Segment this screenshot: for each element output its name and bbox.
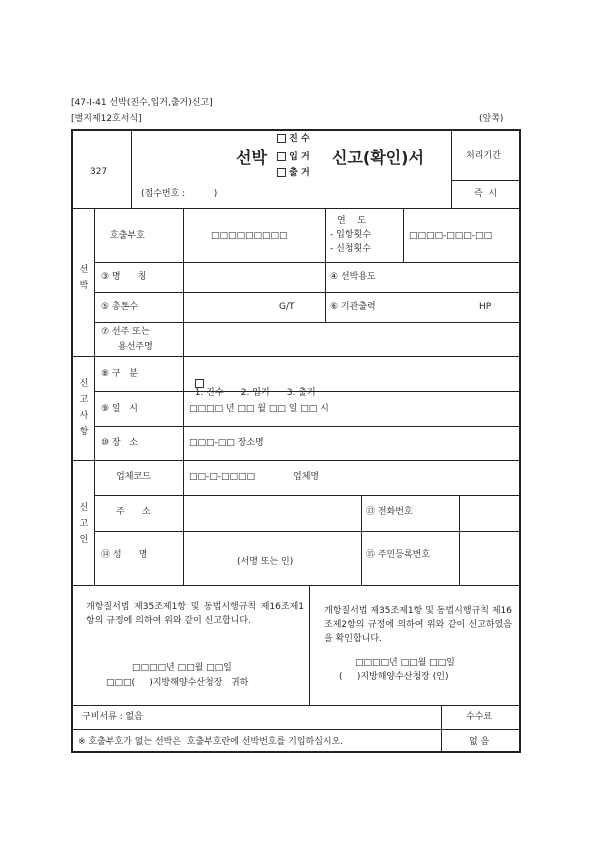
declaration-right-text: 개항질서법 제35조제1항 및 동법시행규칙 제16조제2항의 규정에 의하여 위와 같이 신고하였음을 확인합니다.	[324, 606, 512, 644]
datetime-label: ⑨ 일 시	[101, 404, 138, 414]
footer-note: ※ 호출부호가 없는 선박은 호출부호란에 선박번호를 기입하십시오.	[78, 737, 344, 747]
vessel-use-label: ④ 선박용도	[330, 272, 376, 282]
bizcode-value[interactable]: □□-□-□□□□	[189, 472, 256, 482]
vessel-name-label: ③ 명 칭	[101, 272, 147, 282]
report-count-label: - 신청횟수	[330, 244, 371, 254]
checkbox-launch[interactable]	[277, 134, 286, 143]
title-option-dock-out[interactable]: 출 거	[277, 168, 310, 178]
address-label: 주 소	[116, 507, 151, 517]
process-period-value: 즉 시	[474, 189, 498, 199]
reporter-name-label: ⑭ 성 명	[101, 550, 148, 560]
arrival-count-label: - 입항횟수	[330, 230, 371, 240]
owner-label-line2: 용선주명	[118, 342, 153, 352]
fee-value: 없 음	[469, 737, 490, 747]
type-label: ⑧ 구 분	[101, 369, 138, 379]
year-label: 연 도	[337, 216, 366, 226]
required-docs: 구비서류 : 없음	[82, 712, 143, 722]
process-period-label: 처리기간	[466, 151, 501, 161]
title-option-dock-in[interactable]: 입 거	[277, 152, 310, 162]
checkbox-type[interactable]	[195, 379, 204, 388]
checkbox-dock-in[interactable]	[277, 152, 286, 161]
callsign-label: 호출부호	[110, 231, 145, 241]
place-label: ⑩ 장 소	[101, 438, 138, 448]
signature-label: (서명 또는 인)	[237, 557, 294, 567]
bizcode-label: 업체코드	[116, 472, 151, 482]
owner-label-line1: ⑦ 선주 또는	[101, 327, 150, 337]
form-code: 327	[90, 167, 108, 177]
title-option-launch[interactable]: 진 수	[277, 134, 310, 144]
declaration-left-text: 개항질서법 제35조제1항 및 동법시행규칙 제16조제1항의 규정에 의하여 위와 같이 신고합니다.	[86, 602, 304, 626]
datetime-value[interactable]: □□□□ 년 □□ 월 □□ 일 □□ 시	[189, 404, 329, 414]
fee-label: 수수료	[466, 712, 493, 722]
tonnage-label: ⑤ 총톤수	[101, 302, 139, 312]
form-number: [별지제12호서식]	[71, 114, 142, 124]
callsign-value[interactable]: □□□□□□□□□	[211, 231, 288, 241]
declaration-left-date: □□□□년 □□월 □□일	[132, 663, 232, 673]
engine-power-unit: HP	[479, 302, 492, 312]
biz-name: 업체명	[293, 472, 320, 482]
title-prefix: 선박	[236, 148, 267, 167]
declaration-left-to: □□□( )지방해양수산청장 귀하	[106, 678, 249, 688]
page-side: (앞쪽)	[479, 114, 504, 124]
section-label-report: 신 고 사 항	[79, 379, 89, 437]
type-options[interactable]: 1. 진수 2. 입거 3. 출거	[189, 370, 316, 398]
section-label-reporter: 신 고 인	[79, 503, 89, 545]
section-label-vessel: 선 박	[79, 265, 89, 291]
title-suffix: 신고(확인)서	[332, 148, 424, 167]
phone-label: ⑬ 전화번호	[366, 507, 413, 517]
place-value[interactable]: □□□-□□ 장소명	[189, 438, 264, 448]
declaration-right-to: ( )지방해양수산청장 (인)	[339, 672, 449, 682]
checkbox-dock-out[interactable]	[277, 168, 286, 177]
year-value[interactable]: □□□□-□□□-□□	[409, 231, 493, 241]
form-reference: [47-Ⅰ-41 선박(진수,입거,출거)신고]	[71, 98, 213, 108]
engine-power-label: ⑥ 기관출력	[330, 302, 376, 312]
declaration-right-date: □□□□년 □□월 □□일	[355, 658, 455, 668]
receipt-number: (접수번호 : )	[141, 189, 218, 199]
rrn-label: ⑮ 주민등록번호	[366, 550, 431, 560]
tonnage-unit: G/T	[279, 302, 295, 312]
